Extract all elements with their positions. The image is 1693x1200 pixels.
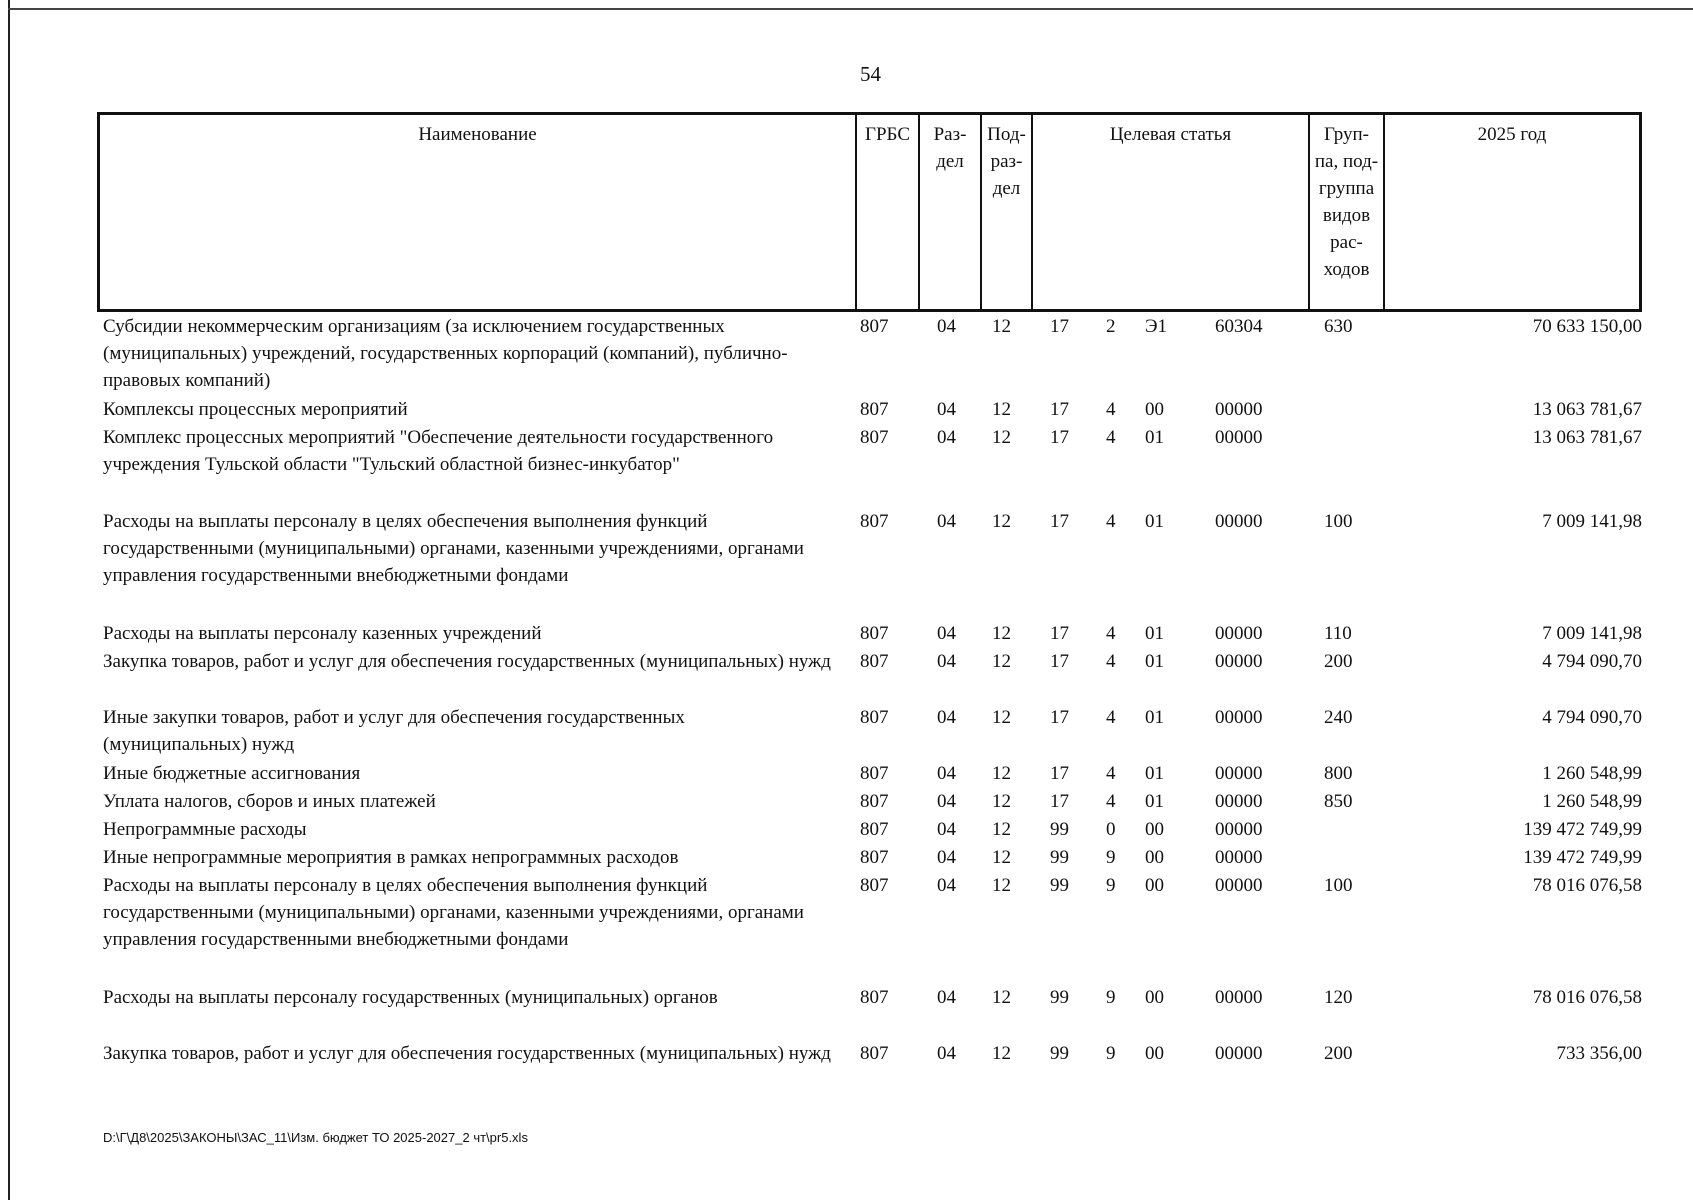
row-razdel: 04 (937, 791, 956, 812)
row-target-direction: 00000 (1215, 875, 1263, 896)
row-target-direction: 00000 (1215, 791, 1263, 812)
header-group-line: ходов (1323, 259, 1370, 280)
row-grbs: 807 (860, 316, 889, 337)
row-sum: 1 260 548,99 (1542, 791, 1642, 812)
row-grbs: 807 (860, 623, 889, 644)
row-target-direction: 00000 (1215, 427, 1263, 448)
row-sum: 7 009 141,98 (1542, 623, 1642, 644)
row-target-program: 99 (1050, 819, 1069, 840)
row-podrazdel: 12 (992, 791, 1011, 812)
row-name: Уплата налогов, сборов и иных платежей (103, 791, 436, 812)
row-target-program: 17 (1050, 427, 1069, 448)
row-target-element: 00 (1145, 1043, 1164, 1064)
row-target-direction: 00000 (1215, 987, 1263, 1008)
header-razdel-line: дел (936, 151, 964, 172)
row-razdel: 04 (937, 847, 956, 868)
header-group-line: рас- (1330, 232, 1363, 253)
row-target-element: 01 (1145, 707, 1164, 728)
row-target-direction: 00000 (1215, 707, 1263, 728)
row-target-type: 2 (1106, 316, 1116, 337)
row-expense-group: 630 (1324, 316, 1353, 337)
row-grbs: 807 (860, 763, 889, 784)
row-expense-group: 240 (1324, 707, 1353, 728)
row-sum: 78 016 076,58 (1532, 987, 1642, 1008)
row-target-program: 17 (1050, 763, 1069, 784)
row-razdel: 04 (937, 1043, 956, 1064)
row-sum: 139 472 749,99 (1523, 847, 1642, 868)
row-name: Закупка товаров, работ и услуг для обеспечения государственных (муниципальных) нужд (103, 651, 831, 672)
row-target-type: 9 (1106, 1043, 1116, 1064)
row-name: Иные непрограммные мероприятия в рамках непрограммных расходов (103, 847, 679, 868)
row-podrazdel: 12 (992, 819, 1011, 840)
row-razdel: 04 (937, 427, 956, 448)
row-podrazdel: 12 (992, 623, 1011, 644)
header-razdel-line: Раз- (933, 124, 967, 145)
row-target-type: 4 (1106, 791, 1116, 812)
row-sum: 13 063 781,67 (1532, 399, 1642, 420)
row-grbs: 807 (860, 847, 889, 868)
row-expense-group: 800 (1324, 763, 1353, 784)
row-razdel: 04 (937, 316, 956, 337)
header-target-label: Целевая статья (1109, 124, 1232, 145)
row-razdel: 04 (937, 875, 956, 896)
row-target-type: 4 (1106, 623, 1116, 644)
row-target-element: 00 (1145, 875, 1164, 896)
row-sum: 7 009 141,98 (1542, 511, 1642, 532)
row-podrazdel: 12 (992, 427, 1011, 448)
row-podrazdel: 12 (992, 651, 1011, 672)
row-target-element: 01 (1145, 511, 1164, 532)
row-sum: 733 356,00 (1556, 1043, 1642, 1064)
row-target-program: 99 (1050, 875, 1069, 896)
row-sum: 78 016 076,58 (1532, 875, 1642, 896)
row-grbs: 807 (860, 1043, 889, 1064)
row-target-element: 00 (1145, 987, 1164, 1008)
row-target-program: 99 (1050, 847, 1069, 868)
row-sum: 4 794 090,70 (1542, 707, 1642, 728)
row-razdel: 04 (937, 651, 956, 672)
row-target-element: 01 (1145, 791, 1164, 812)
row-target-direction: 00000 (1215, 847, 1263, 868)
row-target-direction: 00000 (1215, 399, 1263, 420)
row-target-program: 17 (1050, 651, 1069, 672)
header-podrazdel-line: дел (992, 178, 1021, 199)
row-name: Комплексы процессных мероприятий (103, 399, 408, 420)
row-name: Закупка товаров, работ и услуг для обеспечения государственных (муниципальных) нужд (103, 1043, 831, 1064)
row-razdel: 04 (937, 987, 956, 1008)
row-target-program: 17 (1050, 623, 1069, 644)
row-expense-group: 850 (1324, 791, 1353, 812)
row-target-program: 17 (1050, 707, 1069, 728)
row-expense-group: 100 (1324, 875, 1353, 896)
row-razdel: 04 (937, 707, 956, 728)
row-target-element: 00 (1145, 399, 1164, 420)
row-target-direction: 00000 (1215, 763, 1263, 784)
row-expense-group: 100 (1324, 511, 1353, 532)
row-name: Расходы на выплаты персоналу в целях обеспечения выполнения функций государственными (муниципальными) органами, казенными учреждениями, органами управления государственными внебюджетными фондами (103, 875, 804, 950)
row-target-type: 4 (1106, 763, 1116, 784)
row-target-direction: 00000 (1215, 1043, 1263, 1064)
row-target-type: 0 (1106, 819, 1116, 840)
row-sum: 13 063 781,67 (1532, 427, 1642, 448)
row-target-program: 17 (1050, 511, 1069, 532)
header-group-line: видов (1322, 205, 1371, 226)
footer-file-path: D:\Г\Д8\2025\ЗАКОНЫ\ЗАС_11\Изм. бюджет ТО 2025-2027_2 чт\pr5.xls (103, 1130, 528, 1145)
row-target-direction: 00000 (1215, 819, 1263, 840)
row-grbs: 807 (860, 399, 889, 420)
row-razdel: 04 (937, 819, 956, 840)
header-group-line: па, под- (1314, 151, 1379, 172)
header-group-line: Груп- (1323, 124, 1370, 145)
row-target-direction: 60304 (1215, 316, 1263, 337)
row-grbs: 807 (860, 427, 889, 448)
row-razdel: 04 (937, 399, 956, 420)
row-name: Расходы на выплаты персоналу государственных (муниципальных) органов (103, 987, 718, 1008)
header-group-line: группа (1318, 178, 1375, 199)
row-name: Расходы на выплаты персоналу в целях обеспечения выполнения функций государственными (муниципальными) органами, казенными учреждениями, органами управления государственными внебюджетными фондами (103, 511, 804, 586)
row-name: Иные закупки товаров, работ и услуг для обеспечения государственных (муниципальных) нужд (103, 707, 685, 755)
row-target-element: 00 (1145, 847, 1164, 868)
row-target-program: 17 (1050, 316, 1069, 337)
row-target-element: 01 (1145, 763, 1164, 784)
row-target-type: 9 (1106, 875, 1116, 896)
row-razdel: 04 (937, 623, 956, 644)
row-razdel: 04 (937, 763, 956, 784)
header-grbs-label: ГРБС (864, 124, 910, 145)
header-podrazdel-line: Под- (987, 124, 1026, 145)
row-target-type: 4 (1106, 427, 1116, 448)
row-podrazdel: 12 (992, 399, 1011, 420)
row-target-type: 4 (1106, 707, 1116, 728)
row-target-type: 9 (1106, 847, 1116, 868)
row-grbs: 807 (860, 875, 889, 896)
row-grbs: 807 (860, 707, 889, 728)
row-podrazdel: 12 (992, 316, 1011, 337)
header-year-label: 2025 год (1477, 124, 1547, 145)
row-name: Иные бюджетные ассигнования (103, 763, 361, 784)
row-expense-group: 110 (1324, 623, 1352, 644)
row-grbs: 807 (860, 987, 889, 1008)
row-target-program: 99 (1050, 1043, 1069, 1064)
row-name: Субсидии некоммерческим организациям (за исключением государственных (муниципальных) учреждений, государственных корпораций (компаний), публично-правовых компаний) (103, 316, 788, 391)
page-number: 54 (860, 62, 881, 86)
row-target-program: 99 (1050, 987, 1069, 1008)
row-target-direction: 00000 (1215, 511, 1263, 532)
row-target-direction: 00000 (1215, 623, 1263, 644)
row-podrazdel: 12 (992, 763, 1011, 784)
header-podrazdel-line: раз- (990, 151, 1023, 172)
row-name: Непрограммные расходы (103, 819, 307, 840)
row-sum: 1 260 548,99 (1542, 763, 1642, 784)
row-expense-group: 120 (1324, 987, 1353, 1008)
row-grbs: 807 (860, 651, 889, 672)
row-target-element: 01 (1145, 651, 1164, 672)
row-razdel: 04 (937, 511, 956, 532)
row-target-type: 4 (1106, 651, 1116, 672)
row-sum: 139 472 749,99 (1523, 819, 1642, 840)
row-grbs: 807 (860, 511, 889, 532)
row-target-program: 17 (1050, 399, 1069, 420)
row-target-element: 01 (1145, 427, 1164, 448)
row-target-direction: 00000 (1215, 651, 1263, 672)
row-podrazdel: 12 (992, 707, 1011, 728)
row-podrazdel: 12 (992, 511, 1011, 532)
row-target-element: Э1 (1145, 316, 1168, 337)
row-expense-group: 200 (1324, 651, 1353, 672)
row-podrazdel: 12 (992, 875, 1011, 896)
row-podrazdel: 12 (992, 847, 1011, 868)
row-podrazdel: 12 (992, 1043, 1011, 1064)
header-name-label: Наименование (418, 124, 537, 145)
row-expense-group: 200 (1324, 1043, 1353, 1064)
row-podrazdel: 12 (992, 987, 1011, 1008)
row-name: Расходы на выплаты персоналу казенных учреждений (103, 623, 542, 644)
row-target-program: 17 (1050, 791, 1069, 812)
row-sum: 70 633 150,00 (1532, 316, 1642, 337)
row-target-element: 01 (1145, 623, 1164, 644)
row-target-element: 00 (1145, 819, 1164, 840)
row-target-type: 4 (1106, 511, 1116, 532)
row-sum: 4 794 090,70 (1542, 651, 1642, 672)
row-target-type: 4 (1106, 399, 1116, 420)
row-target-type: 9 (1106, 987, 1116, 1008)
row-grbs: 807 (860, 819, 889, 840)
row-grbs: 807 (860, 791, 889, 812)
row-name: Комплекс процессных мероприятий "Обеспечение деятельности государственного учреждения Тульской области "Тульский областной бизнес-инкубатор" (103, 427, 774, 475)
